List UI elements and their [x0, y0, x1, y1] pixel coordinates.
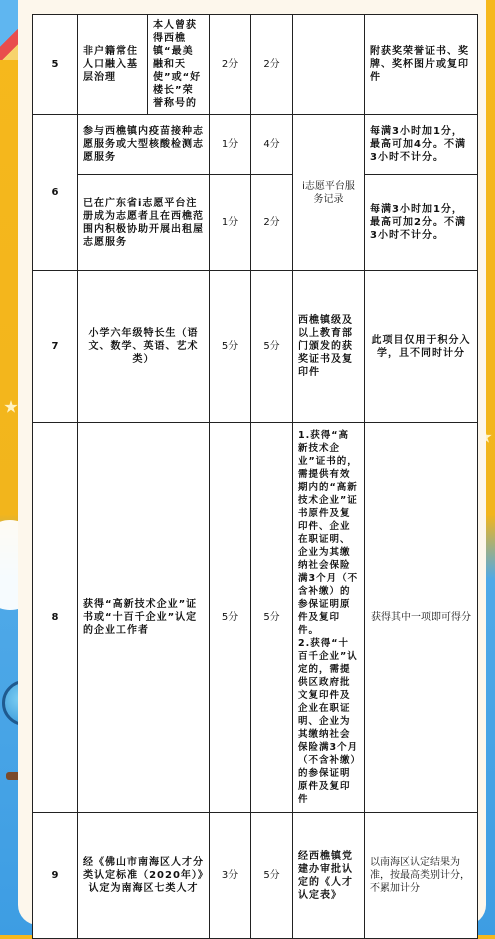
score-cell: 1分	[210, 175, 251, 271]
score-cell: 3分	[210, 813, 251, 939]
row-number: 9	[33, 813, 78, 939]
max-score-cell: 5分	[251, 423, 293, 813]
max-score-cell: 2分	[251, 175, 293, 271]
material-cell: 经西樵镇党建办审批认定的《人才认定表》	[293, 813, 365, 939]
table-row	[33, 813, 478, 939]
score-cell: 1分	[210, 115, 251, 175]
max-score-cell: 2分	[251, 15, 293, 115]
condition-cell: 获得“高新技术企业”证书或“十百千企业”认定的企业工作者	[78, 423, 210, 813]
condition-detail-cell: 本人曾获得西樵镇“最美融和天使”或“好楼长”荣誉称号的	[148, 15, 210, 115]
max-score-cell: 4分	[251, 115, 293, 175]
material-text: 1.获得“高新技术企业”证书的，需提供有效期内的“高新技术企业”证书原件及复印件、企业在职证明、企业为其缴纳社会保险满3个月（不含补缴）的参保证明原件及复印件。 2.获得“十百千企业”认定的，需提供区政府批文复印件及企业在职证明、企业为其缴纳社会保险满3个月（不含补缴）的参保证明原件及复印件	[298, 430, 359, 805]
points-table	[32, 14, 478, 939]
condition-cell: 经《佛山市南海区人才分类认定标准（2020年）》认定为南海区七类人才	[78, 813, 210, 939]
row-number: 6	[33, 115, 78, 271]
condition-cell: 已在广东省i志愿平台注册成为志愿者且在西樵范围内积极协助开展出租屋志愿服务	[78, 175, 210, 271]
condition-cell: 非户籍常住人口融入基层治理	[78, 15, 148, 115]
score-cell: 2分	[210, 15, 251, 115]
material-cell	[293, 423, 365, 813]
condition-cell: 参与西樵镇内疫苗接种志愿服务或大型核酸检测志愿服务	[78, 115, 210, 175]
note-cell: 获得其中一项即可得分	[365, 423, 478, 813]
row-number: 7	[33, 271, 78, 423]
table-row	[33, 423, 478, 813]
material-cell: i志愿平台服务记录	[293, 115, 365, 271]
table-row	[33, 115, 478, 175]
score-cell: 5分	[210, 271, 251, 423]
table-row	[33, 271, 478, 423]
star-icon	[4, 400, 18, 414]
max-score-cell: 5分	[251, 813, 293, 939]
document-card	[18, 0, 486, 925]
note-cell: 每满3小时加1分，最高可加4分。不满3小时不计分。	[365, 115, 478, 175]
score-cell: 5分	[210, 423, 251, 813]
material-cell	[293, 15, 365, 115]
note-cell: 以南海区认定结果为准，按最高类别计分，不累加计分	[365, 813, 478, 939]
table-row	[33, 175, 478, 271]
condition-cell: 小学六年级特长生（语文、数学、英语、艺术类）	[78, 271, 210, 423]
table-row	[33, 15, 478, 115]
note-cell: 每满3小时加1分，最高可加2分。不满3小时不计分。	[365, 175, 478, 271]
row-number: 8	[33, 423, 78, 813]
material-cell: 西樵镇级及以上教育部门颁发的获奖证书及复印件	[293, 271, 365, 423]
row-number: 5	[33, 15, 78, 115]
note-cell: 此项目仅用于积分入学，且不同时计分	[365, 271, 478, 423]
note-cell: 附获奖荣誉证书、奖牌、奖杯图片或复印件	[365, 15, 478, 115]
max-score-cell: 5分	[251, 271, 293, 423]
